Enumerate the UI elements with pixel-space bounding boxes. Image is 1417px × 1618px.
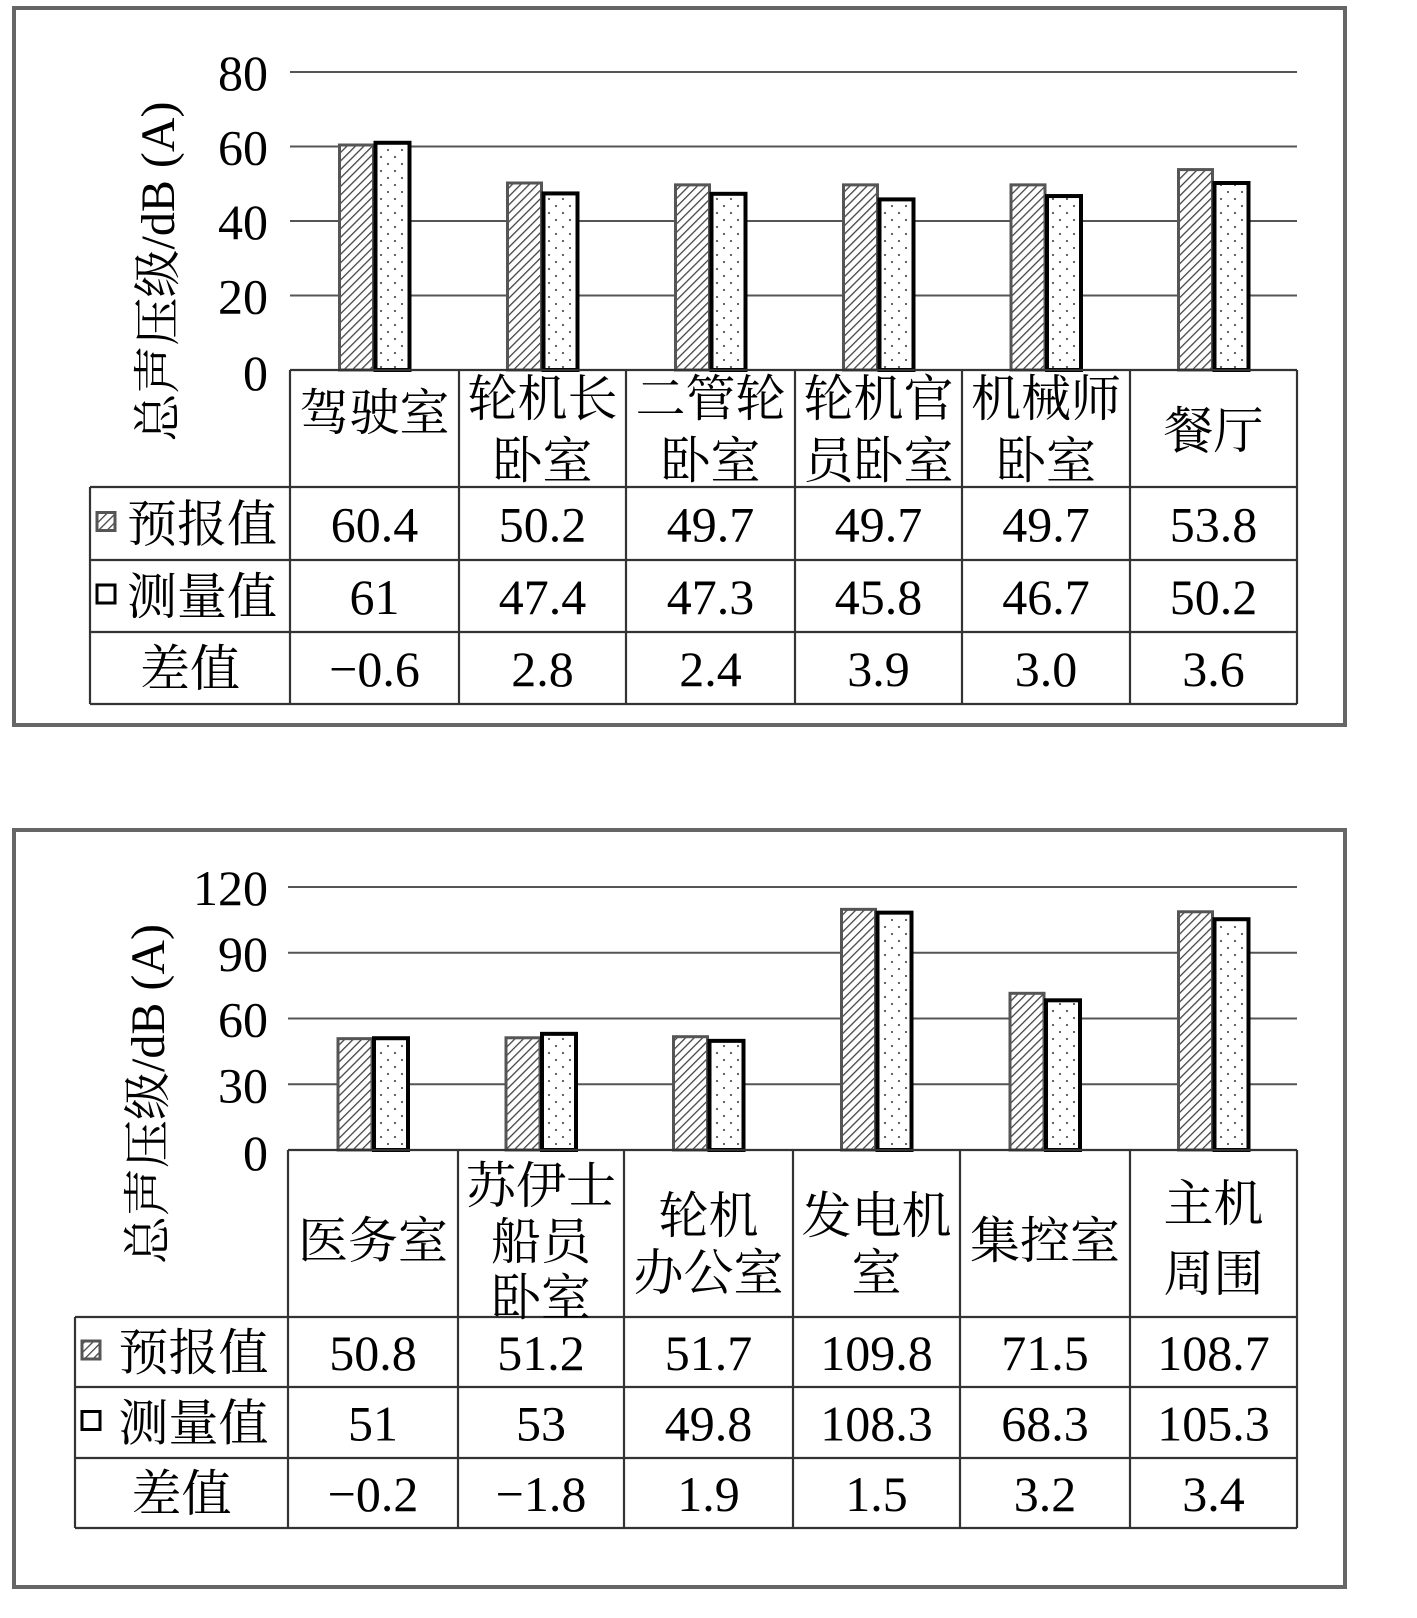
table-cell-value: 50.8 — [329, 1325, 417, 1381]
bar-predicted — [1010, 993, 1044, 1150]
y-tick-label: 120 — [193, 860, 268, 916]
category-label: 卧室 — [660, 432, 761, 490]
category-label: 轮机官 — [803, 370, 954, 428]
bar-measured — [1046, 1000, 1080, 1150]
bar-predicted — [674, 1037, 708, 1150]
table-cell-value: 60.4 — [330, 496, 419, 553]
bar-measured — [542, 1034, 576, 1150]
y-tick-label: 0 — [243, 345, 268, 401]
table-cell-value: 105.3 — [1157, 1395, 1270, 1452]
hatched-legend-icon — [97, 513, 115, 531]
table-cell-value: −1.8 — [495, 1466, 587, 1522]
table-cell-value: 49.8 — [664, 1395, 753, 1452]
bar-measured — [376, 143, 410, 370]
y-tick-label: 90 — [218, 925, 268, 982]
bar-predicted — [508, 183, 542, 370]
table-cell-value: 61 — [349, 569, 400, 625]
table-cell-value: 49.7 — [1002, 496, 1090, 553]
table-cell-value: 108.3 — [820, 1395, 933, 1452]
table-cell-value: 1.9 — [677, 1466, 740, 1522]
bar-measured — [710, 1041, 744, 1150]
y-tick-label: 0 — [243, 1125, 268, 1181]
category-label: 机械师 — [971, 370, 1121, 428]
category-label: 办公室 — [633, 1244, 784, 1302]
hatched-legend-icon — [82, 1341, 100, 1359]
chart-top — [14, 8, 1345, 725]
category-label: 员卧室 — [803, 432, 954, 490]
y-tick-label: 80 — [218, 45, 268, 101]
chart-bottom — [14, 830, 1345, 1587]
bar-predicted — [1011, 185, 1045, 370]
table-cell-value: 50.2 — [498, 496, 587, 553]
bar-measured — [1215, 183, 1249, 370]
table-cell-value: 3.4 — [1182, 1466, 1245, 1522]
category-label: 集控室 — [970, 1212, 1120, 1270]
y-axis-title: 总声压级/dB (A) — [132, 101, 185, 442]
category-label: 医务室 — [298, 1212, 448, 1270]
bar-measured — [878, 913, 912, 1150]
y-tick-label: 60 — [218, 991, 268, 1048]
table-cell-value: 3.2 — [1013, 1466, 1077, 1522]
bar-predicted — [506, 1038, 540, 1150]
table-cell-value: 3.0 — [1014, 641, 1078, 697]
table-cell-value: 53 — [516, 1395, 566, 1452]
category-label: 周围 — [1163, 1245, 1264, 1303]
table-cell-value: 45.8 — [834, 569, 923, 625]
category-label: 苏伊士 — [466, 1157, 616, 1215]
table-cell-value: −0.2 — [327, 1466, 419, 1522]
y-axis-title: 总声压级/dB (A) — [122, 924, 175, 1264]
row-label: 预报值 — [118, 1324, 269, 1382]
category-label: 二管轮 — [635, 370, 786, 428]
table-cell-value: 49.7 — [834, 496, 923, 553]
row-label: 差值 — [131, 1465, 232, 1523]
table-cell-value: 51.7 — [664, 1325, 753, 1381]
bar-measured — [374, 1038, 408, 1150]
bar-measured — [880, 199, 914, 370]
bar-predicted — [676, 185, 710, 370]
bar-predicted — [1179, 170, 1213, 370]
bar-predicted — [842, 909, 876, 1150]
row-label: 差值 — [140, 640, 240, 698]
table-cell-value: 68.3 — [1001, 1395, 1089, 1452]
table-cell-value: 51.2 — [497, 1325, 585, 1381]
category-label: 发电机 — [801, 1187, 952, 1245]
row-label: 测量值 — [127, 568, 277, 626]
category-label: 船员 — [491, 1213, 591, 1271]
dotted-legend-icon — [82, 1412, 100, 1430]
category-label: 室 — [851, 1244, 902, 1302]
category-label: 驾驶室 — [299, 384, 450, 442]
table-cell-value: 47.4 — [498, 569, 587, 625]
row-label: 预报值 — [127, 495, 277, 554]
bar-predicted — [1179, 912, 1213, 1150]
y-tick-label: 40 — [218, 194, 268, 250]
category-label: 卧室 — [996, 432, 1096, 490]
table-cell-value: 108.7 — [1157, 1325, 1270, 1381]
table-cell-value: 109.8 — [820, 1325, 933, 1381]
y-tick-label: 30 — [218, 1057, 268, 1114]
table-cell-value: 51 — [348, 1395, 398, 1452]
table-cell-value: 53.8 — [1169, 496, 1258, 553]
bar-measured — [1215, 919, 1249, 1150]
table-cell-value: 2.8 — [511, 641, 574, 697]
table-cell-value: 2.4 — [679, 641, 742, 697]
table-cell-value: −0.6 — [329, 641, 420, 697]
table-cell-value: 47.3 — [666, 569, 755, 625]
category-label: 轮机长 — [467, 370, 618, 428]
category-label: 餐厅 — [1163, 402, 1264, 460]
category-label: 卧室 — [491, 1269, 591, 1327]
y-tick-label: 60 — [218, 119, 268, 176]
bar-predicted — [340, 145, 374, 370]
row-label: 测量值 — [118, 1394, 269, 1453]
category-label: 卧室 — [492, 432, 593, 490]
category-label: 主机 — [1163, 1175, 1264, 1233]
table-cell-value: 46.7 — [1002, 569, 1090, 625]
table-cell-value: 50.2 — [1169, 569, 1258, 625]
table-cell-value: 1.5 — [845, 1466, 908, 1522]
bar-predicted — [338, 1039, 372, 1150]
dotted-legend-icon — [97, 585, 115, 603]
y-tick-label: 20 — [218, 268, 268, 325]
table-cell-value: 3.6 — [1182, 641, 1245, 697]
bar-predicted — [844, 185, 878, 370]
table-cell-value: 71.5 — [1001, 1325, 1089, 1381]
bar-measured — [1047, 196, 1081, 370]
table-cell-value: 49.7 — [666, 496, 755, 553]
bar-measured — [544, 193, 578, 370]
bar-measured — [712, 194, 746, 370]
category-label: 轮机 — [658, 1187, 759, 1245]
table-cell-value: 3.9 — [847, 641, 910, 697]
